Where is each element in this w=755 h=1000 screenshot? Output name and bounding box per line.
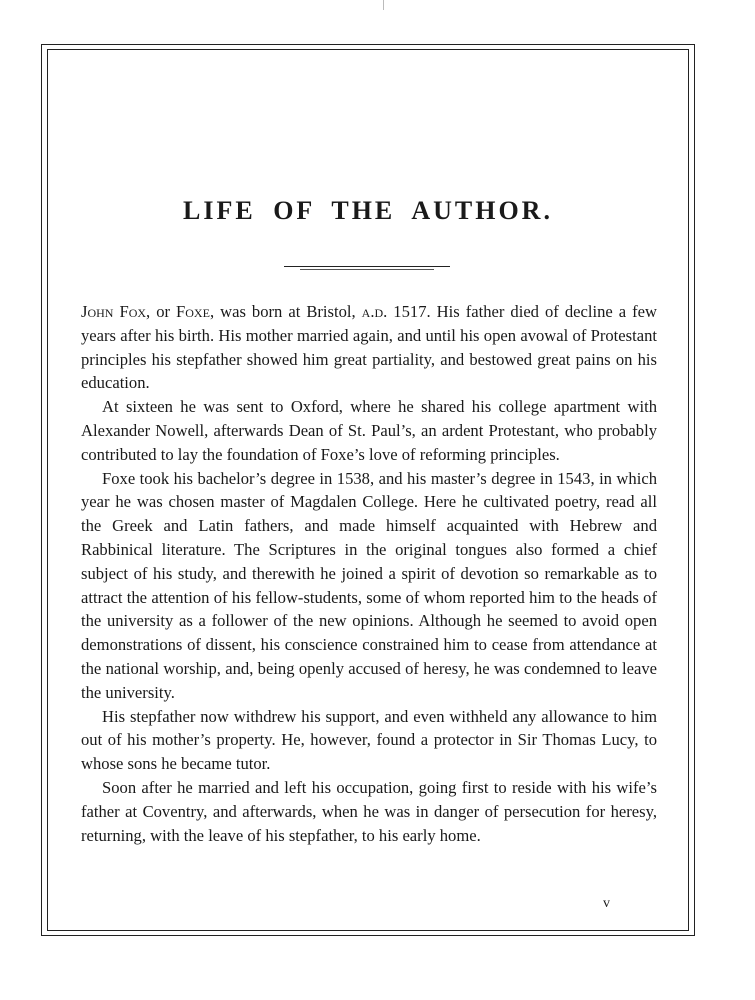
era-abbreviation: a.d. (361, 302, 388, 321)
lead-name-alt: Foxe (176, 302, 210, 321)
paragraph: John Fox, or Foxe, was born at Bristol, a.d. 1517. His father died of decline a few years after his birth. His mother married again, and until his open avowal of Protestant principles his stepfather showed him great partiality, and bestowed great pains on his education. (81, 302, 657, 393)
title-rule (284, 266, 450, 267)
page-title: LIFE OF THE AUTHOR. (183, 196, 553, 225)
paragraph: Soon after he married and left his occupation, going first to reside with his wife’s father at Coventry, and afterwards, when he was in danger of persecution for heresy, returning, with the leave of his stepfather, to his early home. (81, 777, 657, 845)
paragraph: At sixteen he was sent to Oxford, where he shared his college apartment with Alexander Nowell, afterwards Dean of St. Paul’s, an ardent Protestant, who probably contributed to lay the foundation of Foxe’s love of reforming principles. (81, 397, 657, 464)
scan-mark (383, 0, 384, 10)
body-text (81, 300, 657, 847)
paragraph: Foxe took his bachelor’s degree in 1538, and his master’s degree in 1543, in which year he was chosen master of Magdalen College. Here he cultivated poetry, read all the Greek and Latin fathers, and made himself acquainted with Hebrew and Rabbinical literature. The Scriptures in the original tongues also formed a chief subject of his study, and therewith he joined a spirit of devotion so remarkable as to attract the attention of his fellow-students, some of whom reported him to the heads of the university as a follower of the new opinions. Although he seemed to avoid open demonstrations of dissent, his conscience constrained him to cease from attendance at the national worship, and, being openly accused of heresy, he was condemned to leave the university. (81, 468, 657, 702)
page-number: v (603, 896, 610, 911)
lead-name: John Fox (81, 302, 147, 321)
title-rule-thin (300, 269, 434, 270)
paragraph: His stepfather now withdrew his support, and even withheld any allowance to him out of his mother’s property. He, however, found a protector in Sir Thomas Lucy, to whose sons he became tutor. (81, 706, 657, 774)
